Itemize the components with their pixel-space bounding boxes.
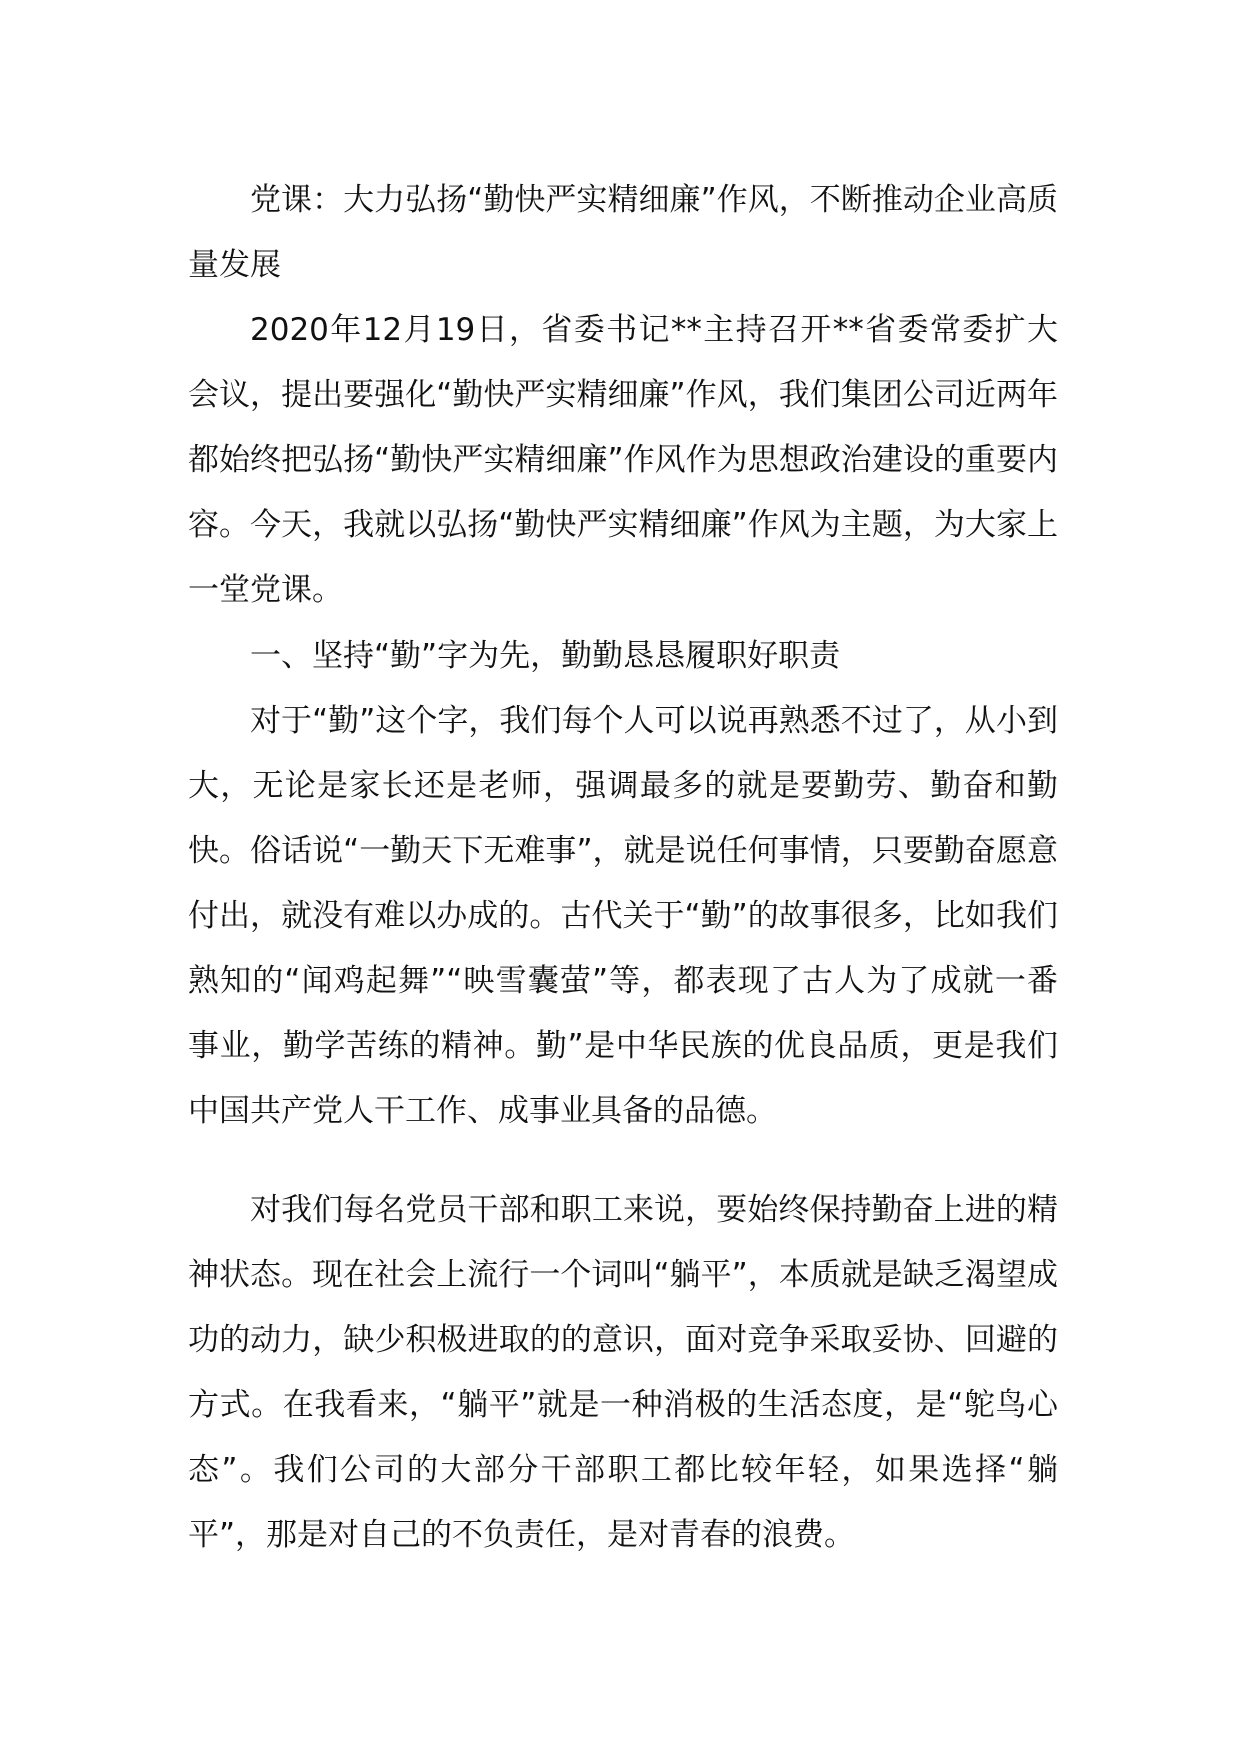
- paragraph-intro: 2020年12月19日，省委书记**主持召开**省委常委扩大会议，提出要强化“勤快严实精细廉”作风，我们集团公司近两年都始终把弘扬“勤快严实精细廉”作风作为思想政治建设的重要内容。今天，我就以弘扬“勤快严实精细廉”作风为主题，为大家上一堂党课。: [188, 312, 1058, 608]
- paragraph-lying-flat: 对我们每名党员干部和职工来说，要始终保持勤奋上进的精神状态。现在社会上流行一个词叫“躺平”，本质就是缺乏渴望成功的动力，缺少积极进取的的意识，面对竞争采取妥协、回避的方式。在我看来，“躺平”就是一种消极的生活态度，是“鸵鸟心态”。我们公司的大部分干部职工都比较年轻，如果选择“躺平”，那是对自己的不负责任，是对青春的浪费。: [188, 1192, 1058, 1553]
- paragraph-diligence: 对于“勤”这个字，我们每个人可以说再熟悉不过了，从小到大，无论是家长还是老师，强调最多的就是要勤劳、勤奋和勤快。俗话说“一勤天下无难事”，就是说任何事情，只要勤奋愿意付出，就没有难以办成的。古代关于“勤”的故事很多，比如我们熟知的“闻鸡起舞”“映雪囊萤”等，都表现了古人为了成就一番事业，勤学苦练的精神。勤”是中华民族的优良品质，更是我们中国共产党人干工作、成事业具备的品德。: [188, 703, 1058, 1129]
- document-title: 党课：大力弘扬“勤快严实精细廉”作风，不断推动企业高质量发展: [188, 182, 1058, 283]
- section-heading-1: 一、坚持“勤”字为先，勤勤恳恳履职好职责: [250, 638, 841, 674]
